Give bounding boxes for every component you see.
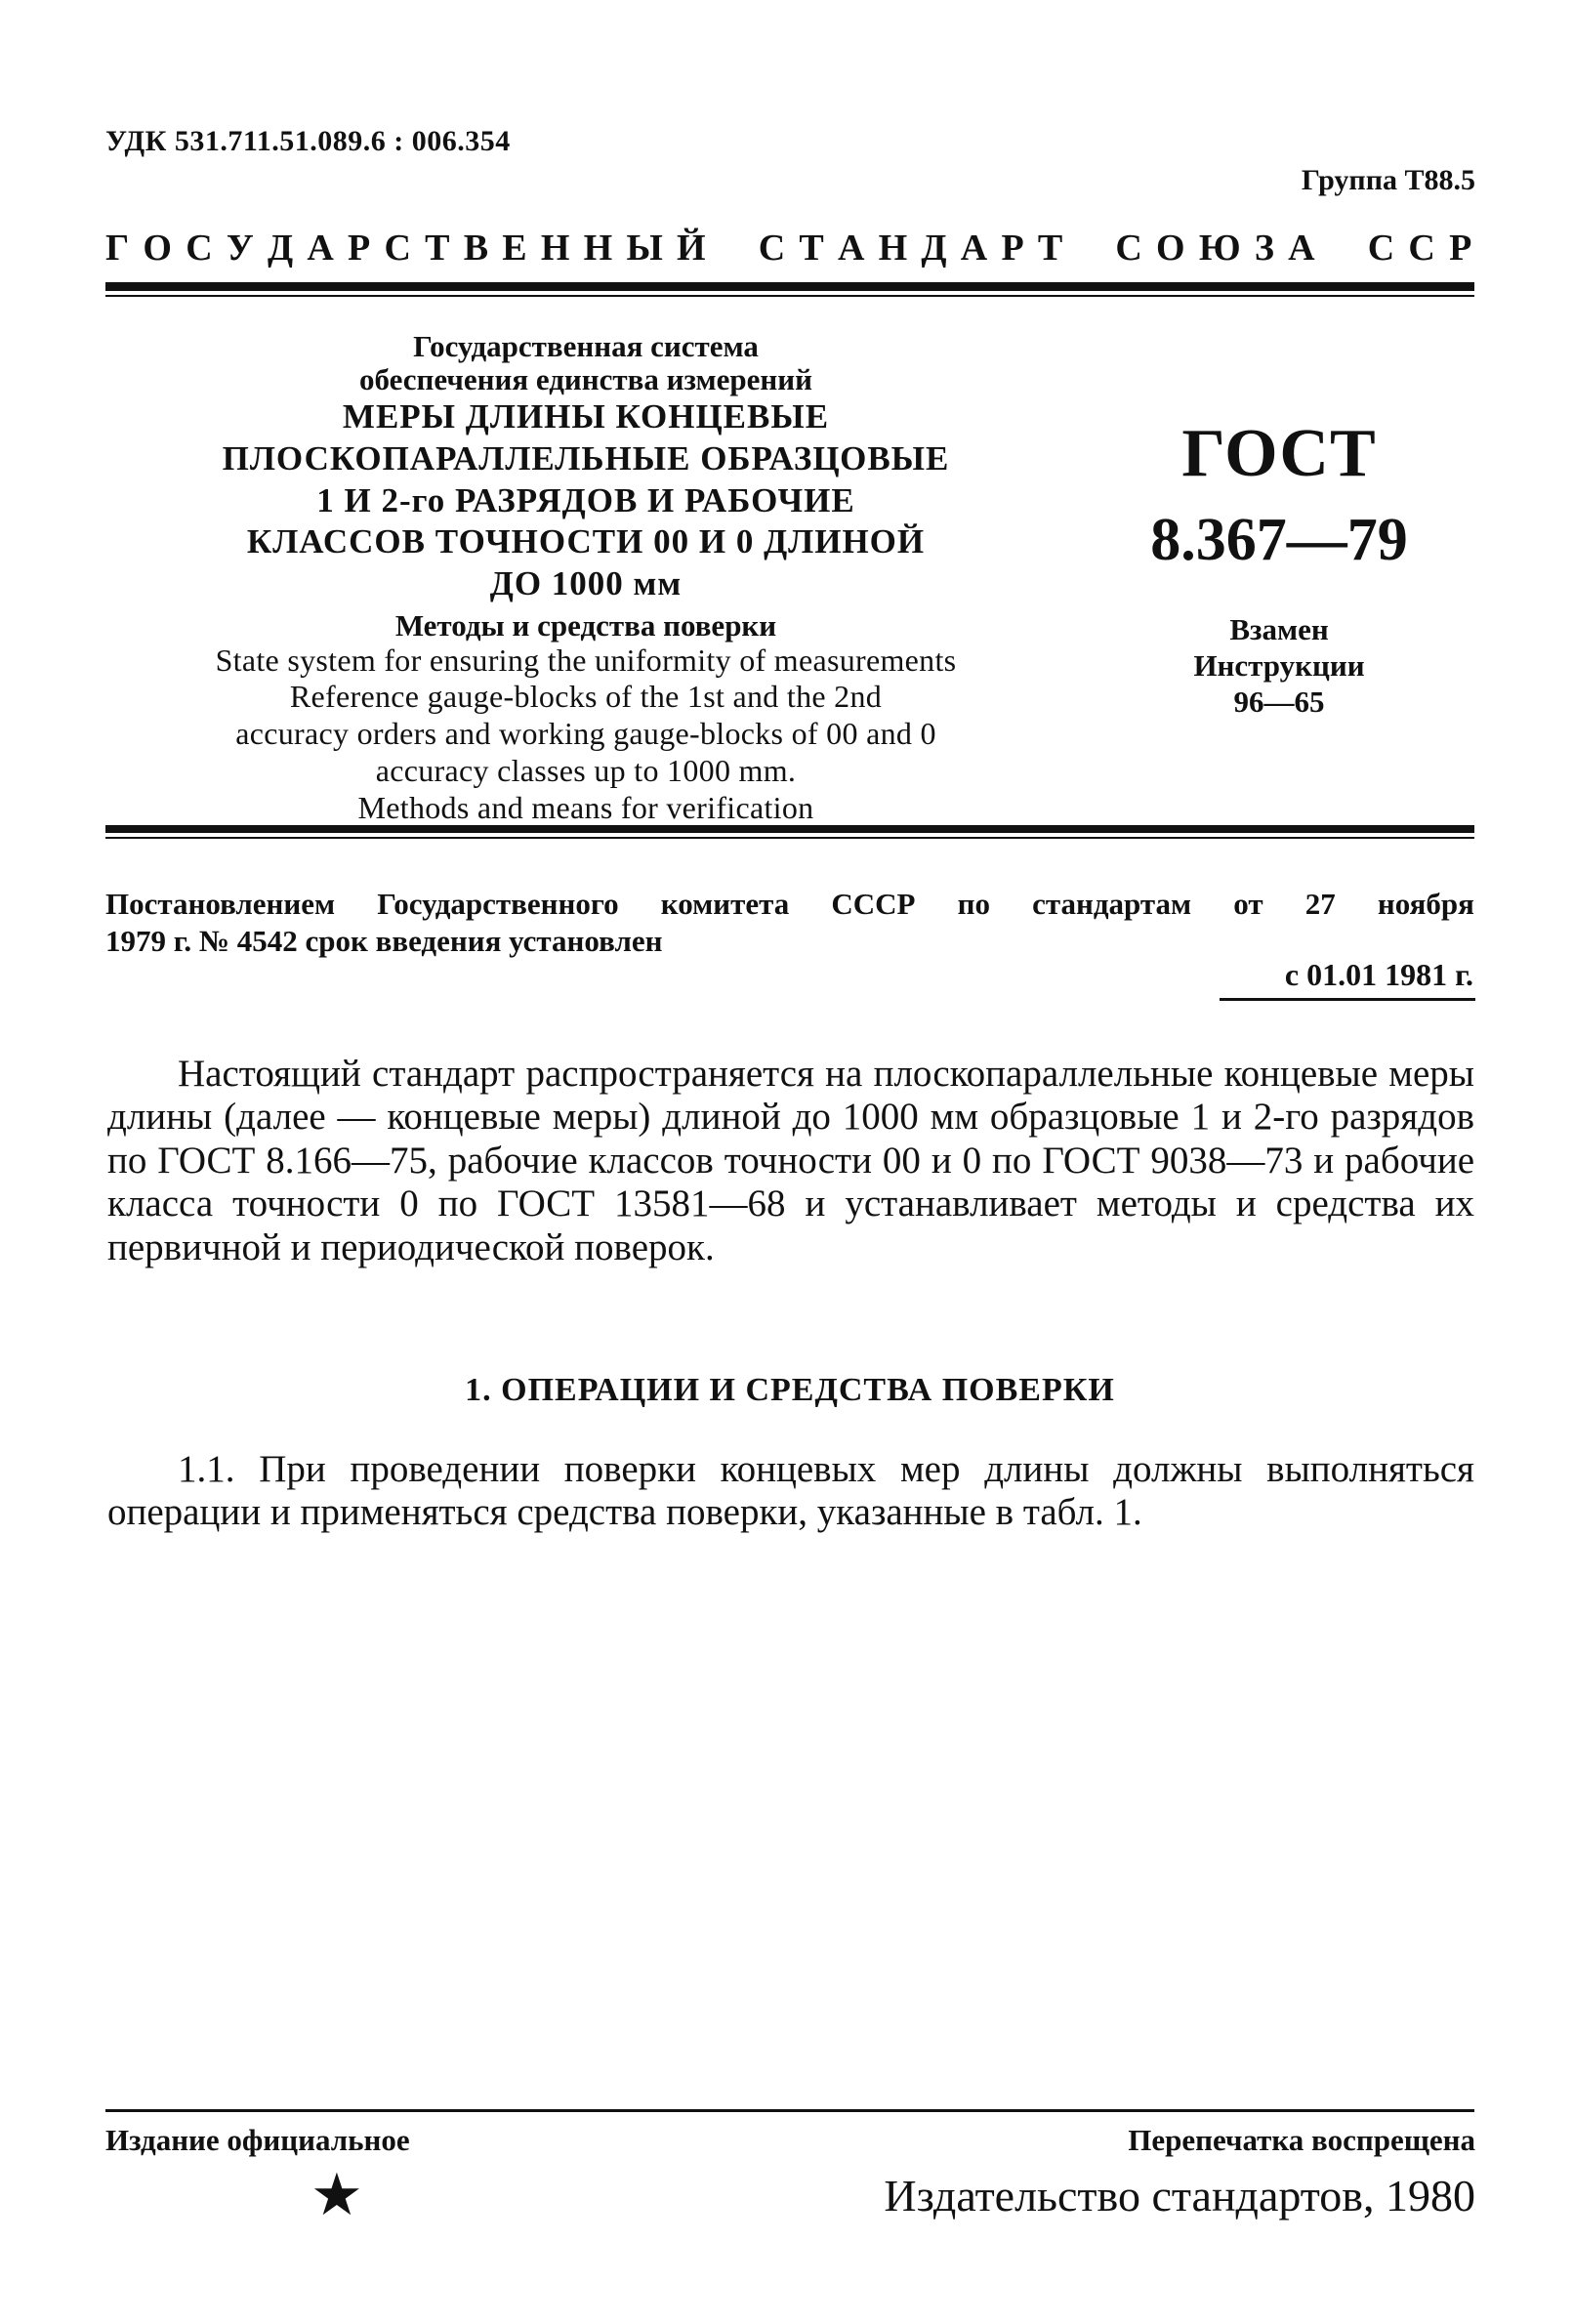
decree-word: от <box>1233 887 1263 921</box>
footer-rule <box>105 2109 1474 2112</box>
decree-word: ноября <box>1377 887 1474 921</box>
clause-1-1 <box>107 1448 1474 1535</box>
heading-letter: С <box>758 228 786 269</box>
heading-gap <box>1076 227 1101 270</box>
heading-letter: С <box>1408 228 1436 269</box>
decree-word: по <box>957 887 990 921</box>
title-main-line1: МЕРЫ ДЛИНЫ КОНЦЕВЫЕ <box>342 397 830 436</box>
heading-letter: С <box>1115 228 1143 269</box>
heading-letter: З <box>1254 228 1275 269</box>
heading-letter: С <box>384 228 412 269</box>
heading-letter: А <box>1288 228 1315 269</box>
decree-word: стандартам <box>1032 887 1192 921</box>
scope-paragraph-text: Настоящий стандарт распространяется на плоскопараллельные концевые меры длины (далее — концевые меры) длиной до 1000 мм образцовые 1 и 2-го разрядов по ГОСТ 8.166—75, рабочие классов точности 00 и 0 по ГОСТ 9038—73 и рабочие класса точности 0 по ГОСТ 13581—68 и устанавливает методы и средства их первичной и периодической поверок. <box>107 1053 1474 1268</box>
heading-letter: Е <box>502 228 527 269</box>
udk-code: УДК 531.711.51.089.6 : 006.354 <box>105 125 511 157</box>
decree-word: Постановлением <box>105 887 336 921</box>
heading-letter: Ы <box>626 228 664 269</box>
title-main-line3: 1 И 2-го РАЗРЯДОВ И РАБОЧИЕ <box>316 480 855 519</box>
heading-gap <box>1329 227 1354 270</box>
clause-1-1-text: 1.1. При проведении поверки концевых мер длины должны выполняться операции и применяться средства поверки, указанные в табл. 1. <box>107 1448 1474 1534</box>
heading-letter: Н <box>583 228 613 269</box>
edition-official: Издание официальное <box>105 2123 410 2157</box>
title-english-line4: accuracy classes up to 1000 mm. <box>375 752 797 788</box>
decree-word: 27 <box>1304 887 1336 921</box>
decree-line1 <box>105 886 1474 923</box>
decree-word: комитета <box>660 887 790 921</box>
heading-letter: Р <box>348 228 371 269</box>
heading-letter: О <box>143 228 173 269</box>
heading-letter: Й <box>676 228 706 269</box>
heading-letter: Н <box>878 228 908 269</box>
decree-word: Государственного <box>377 887 619 921</box>
title-rule-thin <box>105 837 1474 839</box>
title-system-line2: обеспечения единства измерений <box>359 362 812 397</box>
title-main-line2: ПЛОСКОПАРАЛЛЕЛЬНЫЕ ОБРАЗЦОВЫЕ <box>222 438 950 477</box>
scope-paragraph <box>107 1053 1474 1269</box>
title-main-line4: КЛАССОВ ТОЧНОСТИ 00 И 0 ДЛИНОЙ <box>246 522 926 561</box>
heading-letter: А <box>307 228 335 269</box>
replaces-number: 96—65 <box>1233 685 1325 720</box>
replaces-label: Взамен <box>1229 612 1329 646</box>
gost-word: ГОСТ <box>1181 416 1377 491</box>
star-icon: ★ <box>310 2163 363 2227</box>
replaces-note <box>1133 611 1426 721</box>
heading-letter: Р <box>1001 228 1024 269</box>
gost-number: 8.367—79 <box>1150 507 1408 573</box>
section-title: 1. ОПЕРАЦИИ И СРЕДСТВА ПОВЕРКИ <box>465 1372 1115 1408</box>
decree-word: СССР <box>831 887 916 921</box>
publisher-line: Издательство стандартов, 1980 <box>884 2171 1475 2220</box>
heading-letter: Д <box>267 228 294 269</box>
introduction-date-underline <box>1220 998 1475 1001</box>
title-english-line3: accuracy orders and working gauge-blocks of 00 and 0 <box>235 716 936 752</box>
title-english-line2: Reference gauge-blocks of the 1st and the 2nd <box>289 679 883 715</box>
introduction-date: с 01.01 1981 г. <box>1284 957 1473 992</box>
heading-letter: О <box>1156 228 1185 269</box>
heading-letter: В <box>463 228 489 269</box>
heading-letter: Т <box>1037 228 1063 269</box>
title-english-line5: Methods and means for verification <box>357 789 814 825</box>
heading-letter: Т <box>799 228 825 269</box>
heading-letter: А <box>960 228 988 269</box>
heading-gap <box>720 227 745 270</box>
replaces-document: Инструкции <box>1193 648 1365 684</box>
heading-letter: А <box>837 228 865 269</box>
group-code: Группа Т88.5 <box>1301 164 1475 196</box>
title-main-line5: ДО 1000 мм <box>489 563 683 602</box>
title-methods: Методы и средства поверки <box>394 607 777 643</box>
title-system-line1: Государственная система <box>413 329 759 363</box>
reprint-prohibited: Перепечатка воспрещена <box>1128 2123 1475 2157</box>
decree-line2: 1979 г. № 4542 срок введения установлен <box>105 923 663 958</box>
heading-letter: Р <box>1449 228 1472 269</box>
title-english-line1: State system for ensuring the uniformity of measurements <box>215 642 957 678</box>
title-block <box>98 330 1074 826</box>
heading-letter: С <box>186 228 213 269</box>
heading-letter: Н <box>540 228 570 269</box>
heading-letter: Ю <box>1198 228 1241 269</box>
header-rule-thick <box>105 282 1474 291</box>
heading-letter: Г <box>105 228 130 269</box>
state-standard-heading <box>105 227 1472 270</box>
heading-letter: С <box>1367 228 1395 269</box>
gost-designation <box>1133 416 1426 721</box>
decree-text <box>105 886 1474 960</box>
heading-letter: Д <box>921 228 947 269</box>
heading-letter: Т <box>425 228 450 269</box>
heading-letter: У <box>226 228 255 269</box>
title-rule-thick <box>105 825 1474 833</box>
header-rule-thin <box>105 295 1474 297</box>
